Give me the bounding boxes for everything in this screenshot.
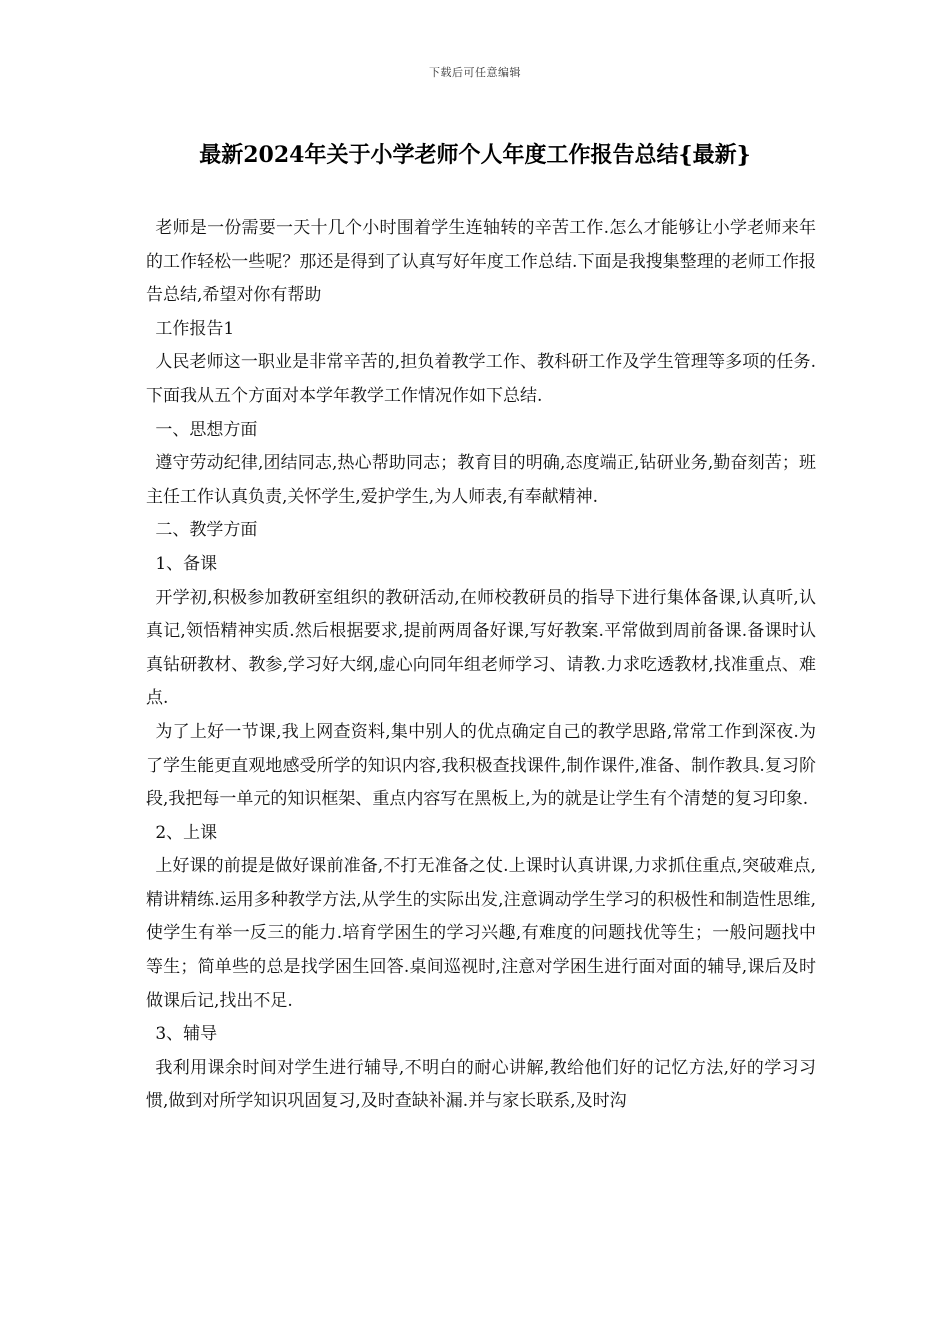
section-heading-teaching: 二、教学方面 [155, 520, 258, 541]
paragraph: 上好课的前提是做好课前准备,不打无准备之仗.上课时认真讲课,力求抓住重点,突破难点,精讲精练.运用多种教学方法,从学生的实际出发,注意调动学生学习的积极性和制造性思维,使学生有举一反三的能力.培育学困生的学习兴趣,有难度的问题找优等生；一般问题找中等生；简单些的总是找学困生回答.桌间巡视时,注意对学困生进行面对面的辅导,课后及时做课后记,找出不足. [146, 856, 816, 1011]
paragraph: 为了上好一节课,我上网查资料,集中别人的优点确定自己的教学思路,常常工作到深夜.为了学生能更直观地感受所学的知识内容,我积极查找课件,制作课件,准备、制作教具.复习阶段,我把每一单元的知识框架、重点内容写在黑板上,为的就是让学生有个清楚的复习印象. [146, 721, 816, 810]
subheading-tutoring: 3、辅导 [155, 1024, 218, 1045]
header-note: 下载后可任意编辑 [429, 66, 521, 79]
paragraph-intro: 老师是一份需要一天十几个小时围着学生连轴转的辛苦工作.怎么才能够让小学老师来年的工作轻松一些呢？那还是得到了认真写好年度工作总结.下面是我搜集整理的老师工作报告总结,希望对你有帮助 [146, 218, 816, 306]
paragraph: 我利用课余时间对学生进行辅导,不明白的耐心讲解,教给他们好的记忆方法,好的学习习惯,做到对所学知识巩固复习,及时查缺补漏.并与家长联系,及时沟 [146, 1057, 816, 1112]
paragraph: 开学初,积极参加教研室组织的教研活动,在师校教研员的指导下进行集体备课,认真听,认真记,领悟精神实质.然后根据要求,提前两周备好课,写好教案.平常做到周前备课.备课时认真钻研教材、教参,学习好大纲,虚心向同年组老师学习、请教.力求吃透教材,找准重点、难点. [146, 587, 816, 709]
subheading-lesson-prep: 1、备课 [155, 553, 218, 574]
document-body [146, 212, 816, 1119]
subheading-class: 2、上课 [155, 822, 218, 843]
paragraph: 遵守劳动纪律,团结同志,热心帮助同志；教育目的明确,态度端正,钻研业务,勤奋刻苦；班主任工作认真负责,关怀学生,爱护学生,为人师表,有奉献精神. [146, 453, 816, 507]
section-heading-thought: 一、思想方面 [155, 419, 258, 440]
section-heading-report-1: 工作报告1 [155, 318, 235, 339]
paragraph: 人民老师这一职业是非常辛苦的,担负着教学工作、教科研工作及学生管理等多项的任务.下面我从五个方面对本学年教学工作情况作如下总结. [146, 352, 816, 406]
document-title: 最新2024年关于小学老师个人年度工作报告总结{最新} [199, 142, 751, 168]
